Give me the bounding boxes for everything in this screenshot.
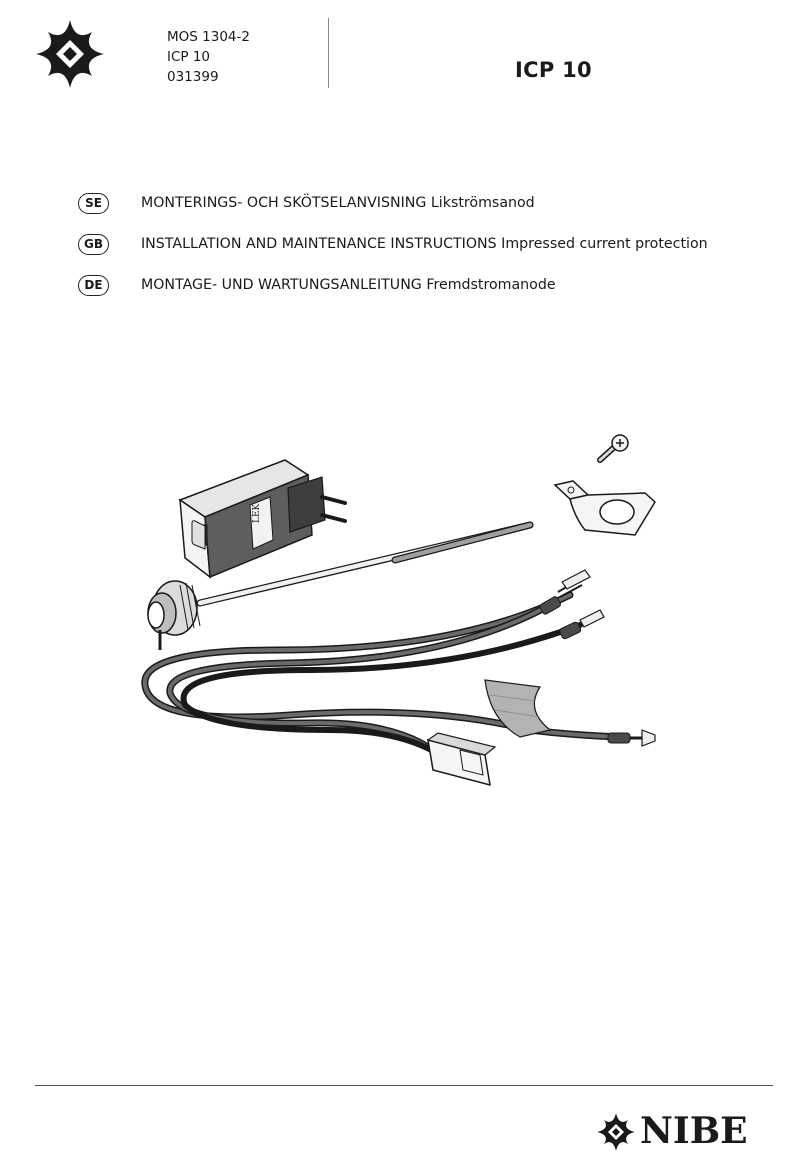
header-divider xyxy=(328,18,329,88)
language-title xyxy=(141,233,708,255)
document-number: MOS 1304-2 xyxy=(167,29,250,45)
brand-name: NIBE xyxy=(640,1110,748,1152)
language-badge: GB xyxy=(78,234,109,255)
language-badge: DE xyxy=(78,275,109,296)
cable-tag xyxy=(485,680,550,737)
brand-mark-icon xyxy=(596,1112,636,1152)
manual-title: MONTAGE- UND WARTUNGSANLEITUNG xyxy=(141,277,422,293)
model-name: ICP 10 xyxy=(167,49,211,65)
product-title: ICP 10 xyxy=(515,58,592,82)
brand-logo xyxy=(596,1108,776,1150)
cable-lugs xyxy=(539,570,655,746)
manual-subtitle: Likströmsanod xyxy=(430,195,535,211)
plug-connector xyxy=(428,733,495,785)
cable-bundle xyxy=(145,595,620,765)
company-logo-icon xyxy=(34,18,106,90)
mounting-bracket xyxy=(555,481,655,535)
manual-title: MONTERINGS- OCH SKÖTSELANVISNING xyxy=(141,195,427,211)
manual-title: INSTALLATION AND MAINTENANCE INSTRUCTIONS xyxy=(141,236,497,252)
manual-subtitle: Fremdstromanode xyxy=(426,277,556,293)
product-illustration xyxy=(130,425,690,800)
language-badge: SE xyxy=(78,193,109,214)
language-title xyxy=(141,274,556,296)
language-title xyxy=(141,192,535,214)
power-adapter xyxy=(180,460,345,577)
date-code: 031399 xyxy=(167,69,219,85)
screw xyxy=(600,435,628,460)
document-meta xyxy=(167,27,250,87)
footer-divider xyxy=(35,1085,773,1086)
manual-subtitle: Impressed current protection xyxy=(501,236,708,252)
adapter-label: LEK xyxy=(252,503,262,523)
